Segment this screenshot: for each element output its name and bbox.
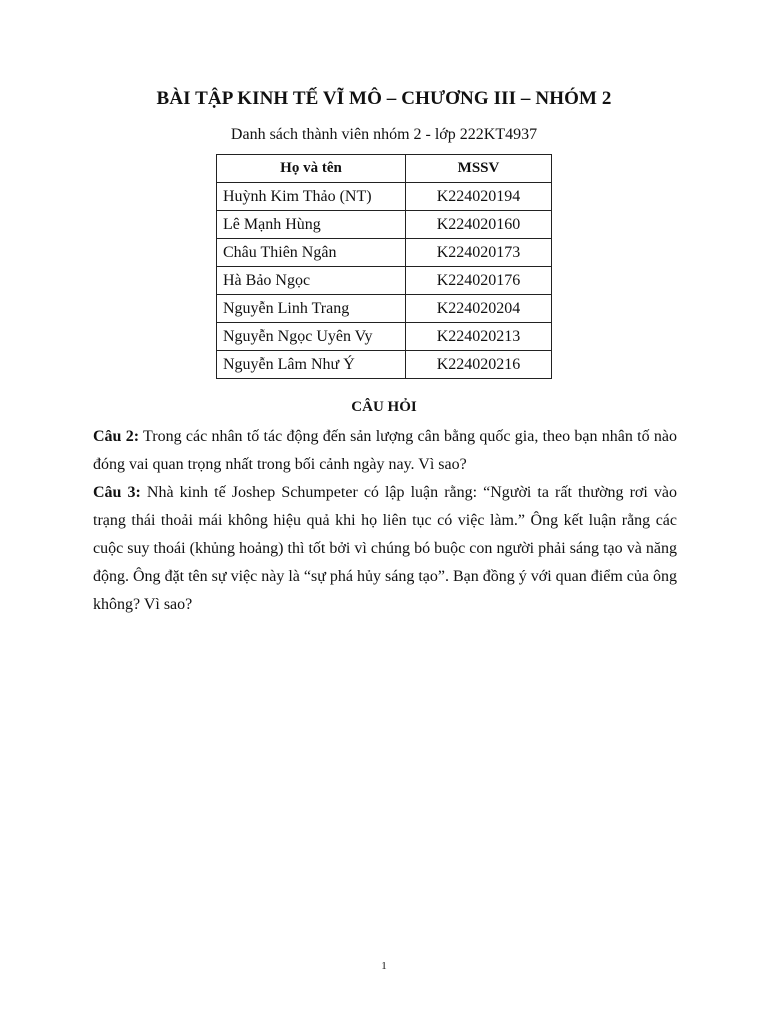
member-student-id: K224020204 (406, 295, 552, 323)
member-name: Châu Thiên Ngân (217, 239, 406, 267)
page-number: 1 (381, 960, 387, 972)
question-3 (93, 479, 677, 619)
table-row (217, 295, 552, 323)
member-name: Nguyễn Ngọc Uyên Vy (217, 323, 406, 351)
member-student-id: K224020160 (406, 211, 552, 239)
member-student-id: K224020176 (406, 267, 552, 295)
question-text: Nhà kinh tế Joshep Schumpeter có lập luận rằng: “Người ta rất thường rơi vào trạng thái thoải mái không hiệu quả khi họ liên tục có việc làm.” Ông kết luận rằng các cuộc suy thoái (khủng hoảng) thì tốt bởi vì chúng bó buộc con người phải sáng tạo và năng động. Ông đặt tên sự việc này là “sự phá hủy sáng tạo”. Bạn đồng ý với quan điểm của ông không? Vì sao? (93, 484, 678, 613)
table-row (217, 267, 552, 295)
question-label: Câu 2: (93, 428, 140, 445)
member-name: Nguyễn Linh Trang (217, 295, 406, 323)
table-row (217, 351, 552, 379)
member-student-id: K224020216 (406, 351, 552, 379)
table-row (217, 239, 552, 267)
column-header-student-id: MSSV (406, 155, 552, 183)
member-name: Nguyễn Lâm Như Ý (217, 351, 406, 379)
page-title: BÀI TẬP KINH TẾ VĨ MÔ – CHƯƠNG III – NHÓM 2 (156, 88, 612, 109)
member-student-id: K224020213 (406, 323, 552, 351)
member-name: Lê Mạnh Hùng (217, 211, 406, 239)
member-student-id: K224020173 (406, 239, 552, 267)
question-label: Câu 3: (93, 484, 141, 501)
member-list-caption: Danh sách thành viên nhóm 2 - lớp 222KT4937 (230, 126, 538, 143)
table-row (217, 323, 552, 351)
table-row (217, 211, 552, 239)
member-name: Hà Bảo Ngọc (217, 267, 406, 295)
column-header-name: Họ và tên (217, 155, 406, 183)
member-table (216, 154, 552, 379)
table-row (217, 183, 552, 211)
member-student-id: K224020194 (406, 183, 552, 211)
question-2 (93, 423, 677, 479)
table-header-row (217, 155, 552, 183)
member-name: Huỳnh Kim Thảo (NT) (217, 183, 406, 211)
question-text: Trong các nhân tố tác động đến sản lượng cân bằng quốc gia, theo bạn nhân tố nào đóng vai quan trọng nhất trong bối cảnh ngày nay. Vì sao? (93, 428, 677, 473)
questions-heading: CÂU HỎI (351, 399, 417, 415)
